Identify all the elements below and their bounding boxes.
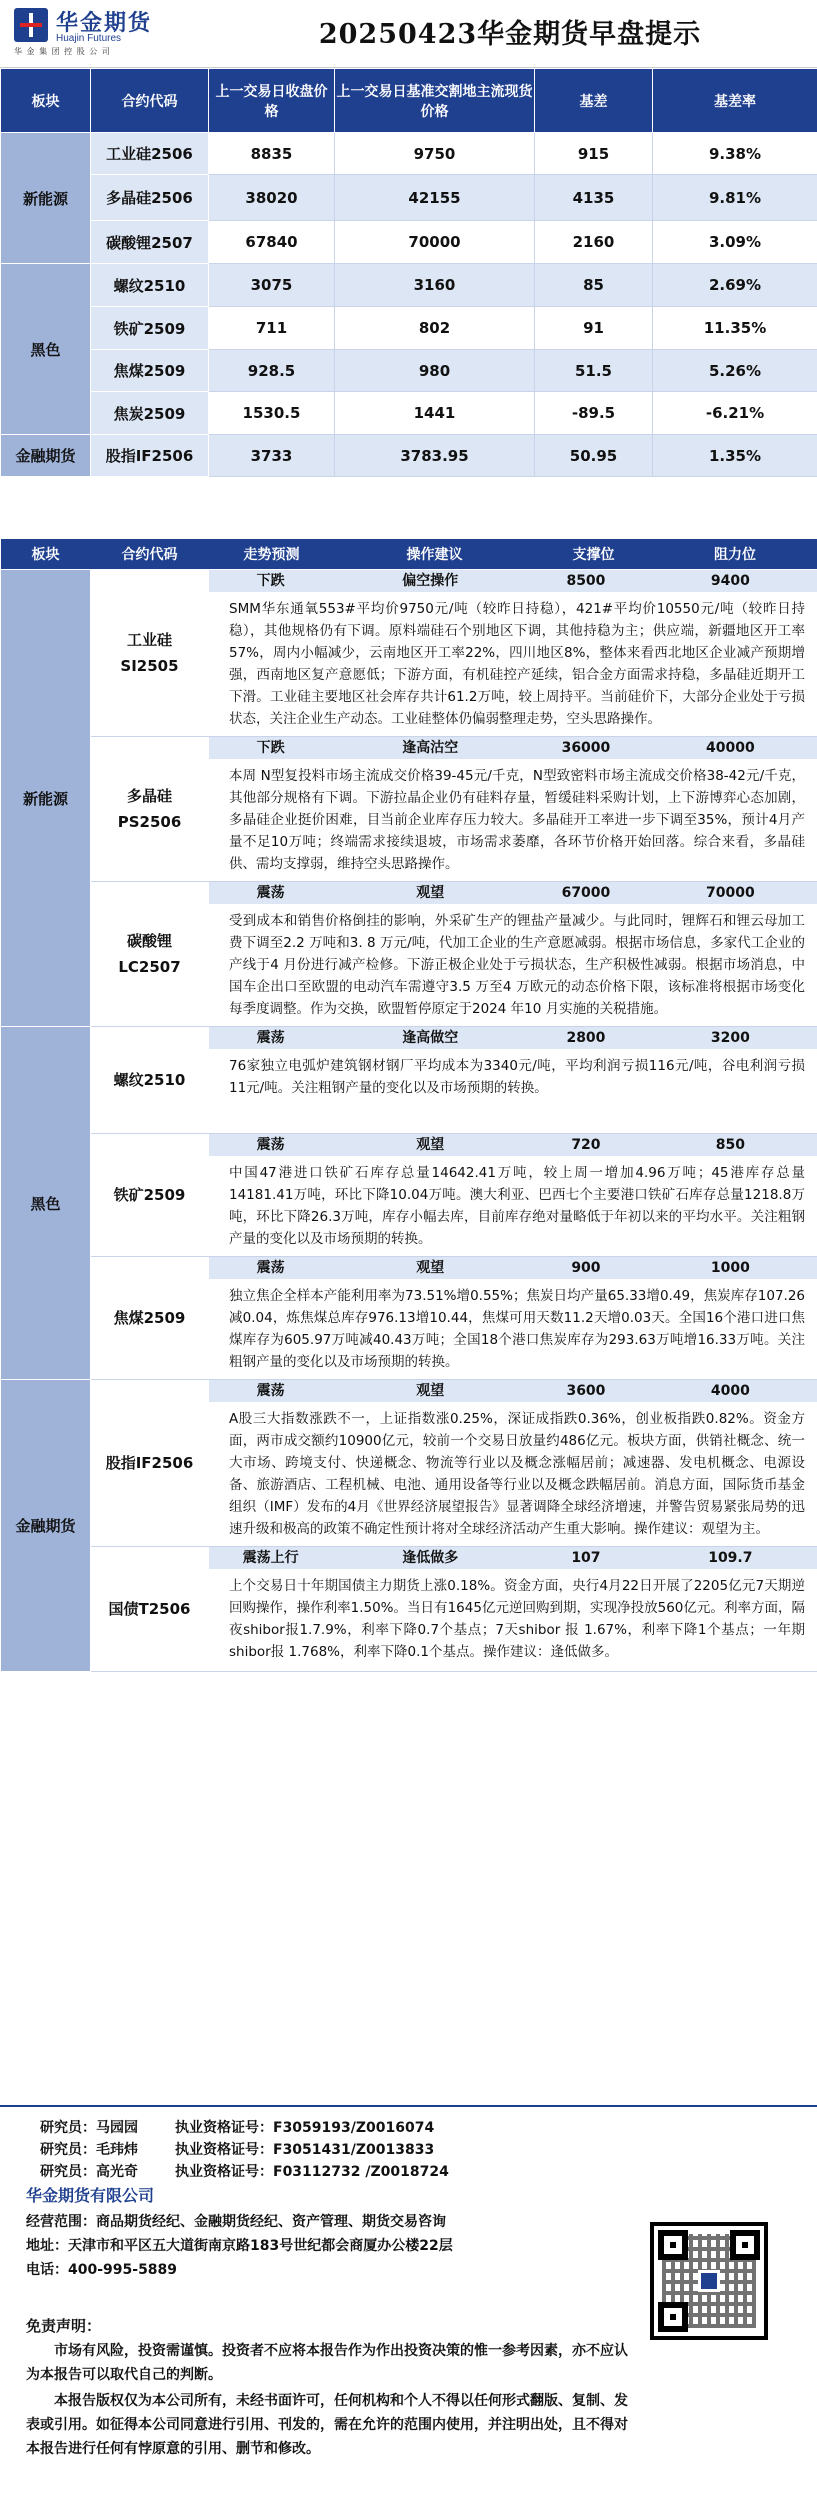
analysis-text: 上个交易日十年期国债主力期货上涨0.18%。资金方面，央行4月22日开展了2205亿元7天期逆回购操作，操作利率1.50%。当日有1645亿元逆回购到期，实现净投放560亿元。利率方面，隔夜shibor报1.7.9%，利率下降0.7个基点；7天shibor 报 1.67%，利率下降1个基点；一年期shibor报 1.768%，利率下降0.1个基点。操作建议：逢低做多。 (229, 1578, 806, 1660)
strategy-header-cell: 板块 (31, 547, 60, 563)
support-level: 107 (571, 1550, 601, 1566)
basis-header-cell: 基差 (535, 69, 653, 133)
basis-value: 38020 (209, 175, 335, 221)
basis-value: -89.5 (535, 392, 653, 435)
business-scope: 经营范围：商品期货经纪、金融期货经纪、资产管理、期货交易咨询 (26, 2214, 446, 2230)
strategy-header-cell: 操作建议 (406, 547, 463, 563)
support-level: 900 (571, 1260, 601, 1276)
trend-prediction: 震荡 (256, 1030, 285, 1046)
resistance-level: 40000 (705, 740, 755, 756)
basis-value: 1441 (335, 392, 535, 435)
operation-advice: 观望 (416, 885, 445, 901)
analysis-text: A股三大指数涨跌不一，上证指数涨0.25%，深证成指跌0.36%，创业板指跌0.82%。资金方面，两市成交额约10900亿元，较前一个交易日放量约486亿元。板块方面，供销社概念、统一大市场、跨境支付、快递概念、物流等行业以及概念涨幅居前；减速器、发电机概念、电源设备、旅游酒店、工程机械、电池、通用设备等行业以及概念跌幅居前。消息方面，国际货币基金组织（IMF）发布的4月《世界经济展望报告》显著调降全球经济增速，并警告贸易紧张局势的迅速升级和极高的政策不确定性预计将对全球经济活动产生重大影响。操作建议：观望为主。 (229, 1411, 806, 1537)
logo-sub: 华 金 集 团 控 股 公 司 (14, 47, 111, 56)
resistance-level: 1000 (710, 1260, 750, 1276)
contract-code: 螺纹2510 (91, 1027, 209, 1134)
strategy-header-cell: 阻力位 (714, 547, 756, 563)
support-level: 720 (571, 1137, 601, 1153)
researcher-license: 执业资格证号：F03112732 /Z0018724 (175, 2164, 449, 2180)
operation-advice: 逢高做空 (402, 1030, 459, 1046)
strategy-ops-bar (209, 1380, 817, 1402)
basis-value: 85 (535, 264, 653, 307)
strategy-header-cell: 支撑位 (572, 547, 615, 563)
researcher-license: 执业资格证号：F3059193/Z0016074 (175, 2120, 435, 2136)
basis-row (1, 392, 817, 435)
basis-header-cell: 上一交易日基准交割地主流现货价格 (335, 69, 535, 133)
disclaimer-copyright: 本报告版权仅为本公司所有，未经书面许可，任何机构和个人不得以任何形式翻版、复制、发表或引用。如征得本公司同意进行引用、刊发的，需在允许的范围内使用，并注明出处，且不得对本报告进行任何有悖原意的引用、删节和修改。 (26, 2393, 628, 2457)
basis-value: 91 (535, 307, 653, 350)
strategy-detail (209, 1257, 817, 1380)
researcher-license: 执业资格证号：F3051431/Z0013833 (175, 2142, 435, 2158)
strategy-row (1, 882, 817, 1027)
strategy-detail (209, 882, 817, 1027)
strategy-ops-bar (209, 1547, 817, 1569)
basis-row (1, 350, 817, 392)
analysis-text: 独立焦企全样本产能利用率为73.51%增0.55%；焦炭日均产量65.33增0.49，焦炭库存107.26减0.04，炼焦煤总库存976.13增10.44，焦煤可用天数11.2天增0.03天。全国16个港口进口焦煤库存为605.97万吨减40.43万吨；全国18个港口焦炭库存为293.63万吨增16.33万吨。关注粗钢产量的变化以及市场预期的转换。 (229, 1288, 806, 1370)
analysis-text: 中国47港进口铁矿石库存总量14642.41万吨，较上周一增加4.96万吨；45港库存总量14181.41万吨，环比下降10.04万吨。澳大利亚、巴西七个主要港口铁矿石库存总量1218.8万吨，环比下降26.3万吨，库存小幅去库，目前库存绝对量略低于年初以来的平均水平。关注粗钢产量的变化以及市场预期的转换。 (229, 1165, 806, 1247)
basis-value: 3783.95 (335, 435, 535, 477)
strategy-detail (209, 1380, 817, 1547)
strategy-row (1, 570, 817, 737)
resistance-level: 3200 (710, 1030, 750, 1046)
basis-value: 1530.5 (209, 392, 335, 435)
support-level: 3600 (566, 1383, 606, 1399)
strategy-row (1, 1380, 817, 1547)
report-footer (0, 2105, 817, 2493)
basis-value: 802 (335, 307, 535, 350)
strategy-detail (209, 1134, 817, 1257)
analysis-text: SMM华东通氧553#平均价9750元/吨（较昨日持稳），421#平均价10550元/吨（较昨日持稳），其他规格仍有下调。原料端硅石个别地区下调，其他持稳为主；供应端，新疆地区开工率57%，周内小幅减少，云南地区开工率22%，四川地区8%，整体来看西北地区企业减产预期增强，西南地区复产意愿低；下游方面，有机硅控产延续，铝合金方面需求持稳，多晶硅近期开工下滑。工业硅主要地区社会库存共计61.2万吨，较上周持平。当前硅价下，大部分企业处于亏损状态，关注企业生产动态。工业硅整体仍偏弱整理走势，空头思路操作。 (229, 601, 806, 727)
contract-code: 工业硅2506 (91, 133, 209, 175)
contract-code: 螺纹2510 (91, 264, 209, 307)
report-header (0, 0, 817, 68)
researcher-line (40, 2117, 434, 2137)
sector-label: 新能源 (1, 570, 91, 1027)
strategy-ops-bar (209, 1257, 817, 1279)
contract-code: 焦炭2509 (91, 392, 209, 435)
analysis-text: 76家独立电弧炉建筑钢材钢厂平均成本为3340元/吨，平均利润亏损116元/吨，谷电利润亏损11元/吨。关注粗钢产量的变化以及市场预期的转换。 (229, 1058, 806, 1096)
researcher-name: 研究员：毛玮炜 (40, 2142, 138, 2158)
disclaimer-title: 免责声明： (26, 2317, 102, 2335)
researcher-line (40, 2161, 449, 2181)
contract-code: 碳酸锂 LC2507 (91, 882, 209, 1027)
strategy-detail (209, 737, 817, 882)
strategy-row (1, 1027, 817, 1134)
resistance-level: 850 (715, 1137, 745, 1153)
basis-value: 9.38% (653, 133, 817, 175)
contract-code: 多晶硅2506 (91, 175, 209, 221)
basis-table-header (1, 69, 817, 133)
trend-prediction: 震荡 (256, 1383, 285, 1399)
basis-value: 70000 (335, 221, 535, 264)
contract-code: 工业硅 SI2505 (91, 570, 209, 737)
strategy-ops-bar (209, 737, 817, 759)
basis-row (1, 264, 817, 307)
basis-value: 2160 (535, 221, 653, 264)
sector-label: 黑色 (1, 1027, 91, 1380)
researcher-line (40, 2139, 434, 2159)
operation-advice: 观望 (416, 1383, 445, 1399)
basis-value: 42155 (335, 175, 535, 221)
company-phone: 电话：400-995-5889 (26, 2262, 178, 2278)
trend-prediction: 下跌 (256, 573, 285, 589)
strategy-detail (209, 1027, 817, 1134)
trend-prediction: 震荡上行 (242, 1550, 299, 1566)
basis-value: 5.26% (653, 350, 817, 392)
contract-code: 股指IF2506 (91, 435, 209, 477)
basis-value: 11.35% (653, 307, 817, 350)
disclaimer-risk: 市场有风险，投资需谨慎。投资者不应将本报告作为作出投资决策的惟一参考因素，亦不应认为本报告可以取代自己的判断。 (26, 2343, 628, 2383)
basis-value: 711 (209, 307, 335, 350)
strategy-table-header (1, 539, 817, 570)
company-address: 地址：天津市和平区五大道街南京路183号世纪都会商厦办公楼22层 (26, 2238, 453, 2254)
basis-row (1, 175, 817, 221)
basis-value: 9750 (335, 133, 535, 175)
logo-en: Huajin Futures (56, 33, 122, 44)
basis-row (1, 221, 817, 264)
contract-code: 焦煤2509 (91, 1257, 209, 1380)
basis-value: 980 (335, 350, 535, 392)
strategy-row (1, 1547, 817, 1672)
contract-code: 多晶硅 PS2506 (91, 737, 209, 882)
basis-header-cell: 基差率 (653, 69, 817, 133)
strategy-table (0, 539, 817, 1672)
support-level: 2800 (566, 1030, 606, 1046)
basis-value: 1.35% (653, 435, 817, 477)
basis-value: 50.95 (535, 435, 653, 477)
basis-value: -6.21% (653, 392, 817, 435)
basis-value: 928.5 (209, 350, 335, 392)
trend-prediction: 震荡 (256, 1137, 285, 1153)
strategy-ops-bar (209, 1027, 817, 1049)
support-level: 8500 (566, 573, 606, 589)
strategy-row (1, 737, 817, 882)
basis-value: 8835 (209, 133, 335, 175)
strategy-row (1, 1257, 817, 1380)
resistance-level: 70000 (705, 885, 755, 901)
sector-label: 新能源 (1, 133, 91, 264)
basis-header-cell: 上一交易日收盘价格 (209, 69, 335, 133)
basis-value: 4135 (535, 175, 653, 221)
operation-advice: 观望 (416, 1137, 445, 1153)
operation-advice: 观望 (416, 1260, 445, 1276)
basis-table (0, 68, 817, 477)
strategy-detail (209, 1547, 817, 1672)
contract-code: 铁矿2509 (91, 1134, 209, 1257)
strategy-header-cell: 走势预测 (243, 547, 300, 563)
basis-value: 2.69% (653, 264, 817, 307)
logo-mark-icon (14, 8, 48, 42)
basis-value: 9.81% (653, 175, 817, 221)
basis-value: 3.09% (653, 221, 817, 264)
sector-label: 黑色 (1, 264, 91, 435)
sector-label: 金融期货 (1, 1380, 91, 1672)
researcher-name: 研究员：高光奇 (40, 2164, 138, 2180)
strategy-ops-bar (209, 1134, 817, 1156)
contract-code: 铁矿2509 (91, 307, 209, 350)
basis-value: 3160 (335, 264, 535, 307)
resistance-level: 9400 (710, 573, 750, 589)
resistance-level: 4000 (710, 1383, 750, 1399)
analysis-text: 受到成本和销售价格倒挂的影响，外采矿生产的锂盐产量减少。与此同时，锂辉石和锂云母加工费下调至2.2 万吨和3. 8 万元/吨，代加工企业的生产意愿减弱。根据市场信息，多家代工企业的产线于4 月份进行减产检修。下游正极企业处于亏损状态，生产积极性减弱。根据市场消息，中国车企出口至欧盟的电动汽车需遵守3.5 万至4 万欧元的动态价格下限，该标准将根据市场变化每季度调整。作为交换，欧盟暂停原定于2024 年10 月实施的关税措施。 (229, 913, 806, 1017)
strategy-ops-bar (209, 570, 817, 592)
contract-code: 焦煤2509 (91, 350, 209, 392)
basis-value: 51.5 (535, 350, 653, 392)
contract-code: 国债T2506 (91, 1547, 209, 1672)
contract-code: 碳酸锂2507 (91, 221, 209, 264)
trend-prediction: 震荡 (256, 885, 285, 901)
basis-row (1, 133, 817, 175)
researcher-name: 研究员：马园园 (40, 2120, 138, 2136)
basis-row (1, 307, 817, 350)
operation-advice: 逢低做多 (402, 1550, 459, 1566)
resistance-level: 109.7 (708, 1550, 753, 1566)
strategy-detail (209, 570, 817, 737)
strategy-row (1, 1134, 817, 1257)
basis-header-cell: 合约代码 (91, 69, 209, 133)
basis-row (1, 435, 817, 477)
support-level: 67000 (561, 885, 611, 901)
sector-label: 金融期货 (1, 435, 91, 477)
company-logo (14, 6, 214, 58)
basis-value: 67840 (209, 221, 335, 264)
basis-value: 915 (535, 133, 653, 175)
company-name: 华金期货有限公司 (26, 2186, 155, 2205)
analysis-text: 本周 N型复投料市场主流成交价格39-45元/千克，N型致密料市场主流成交价格38-42元/千克，其他部分规格有下调。下游拉晶企业仍有硅料存量，暂缓硅料采购计划，上下游博弈心态加剧，多晶硅企业挺价困难，目当前企业库存压力较大。多晶硅开工率进一步下调至35%，预计4月产量不足10万吨；终端需求接续退坡，市场需求萎靡，各环节价格开始回落。综合来看，多晶硅供、需均支撑弱，维持空头思路操作。 (229, 768, 806, 872)
qr-code-icon (650, 2222, 768, 2340)
report-title: 20250423华金期货早盘提示 (318, 19, 702, 50)
logo-cn: 华金期货 (56, 11, 153, 36)
trend-prediction: 下跌 (256, 740, 285, 756)
strategy-ops-bar (209, 882, 817, 904)
strategy-header-cell: 合约代码 (121, 547, 178, 563)
operation-advice: 逢高沽空 (402, 740, 459, 756)
contract-code: 股指IF2506 (91, 1380, 209, 1547)
basis-value: 3075 (209, 264, 335, 307)
operation-advice: 偏空操作 (402, 573, 459, 589)
basis-header-cell: 板块 (1, 69, 91, 133)
basis-value: 3733 (209, 435, 335, 477)
trend-prediction: 震荡 (256, 1260, 285, 1276)
support-level: 36000 (561, 740, 611, 756)
